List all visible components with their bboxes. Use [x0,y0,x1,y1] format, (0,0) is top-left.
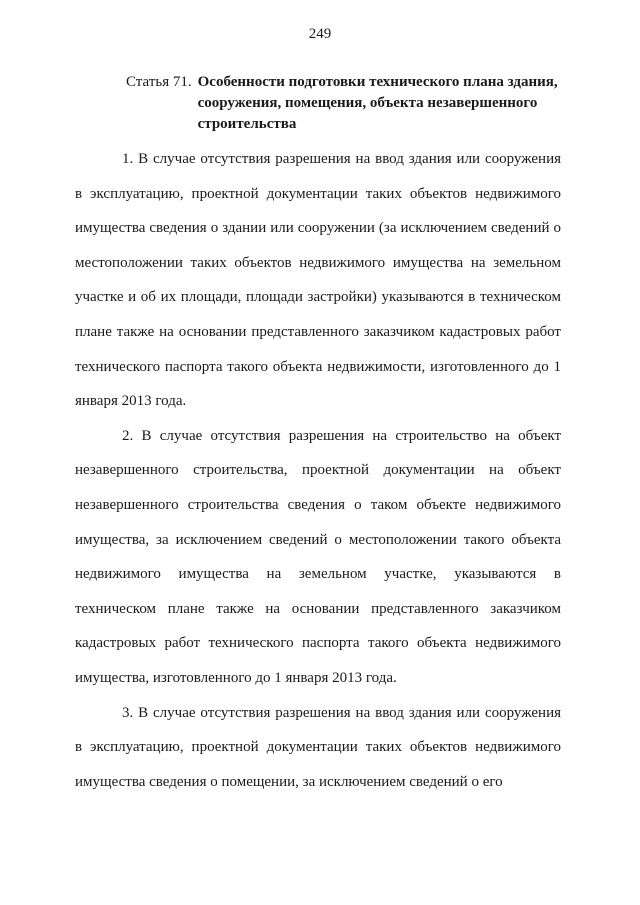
paragraph-3: 3. В случае отсутствия разрешения на ввод здания или сооружения в эксплуатацию, проектной документации таких объектов недвижимого имущества сведения о помещении, за исключением сведений о его [75,704,561,790]
article-title: Особенности подготовки технического плана здания, сооружения, помещения, объекта незавершенного строительства [197,74,558,132]
article-number: Статья 71. [126,74,192,90]
article-header [126,72,596,135]
paragraph-1: 1. В случае отсутствия разрешения на ввод здания или сооружения в эксплуатацию, проектной документации таких объектов недвижимого имущества сведения о здании или сооружении (за исключением сведений о местоположении таких объектов недвижимого имущества на земельном участке и об их площади, площади застройки) указываются в техническом плане также на основании представленного заказчиком кадастровых работ технического паспорта такого объекта недвижимости, изготовленного до 1 января 2013 года. [75,151,561,410]
article-body [75,142,561,799]
page-number: 249 [308,26,332,42]
paragraph-2: 2. В случае отсутствия разрешения на строительство на объект незавершенного строительства, проектной документации на объект незавершенного строительства сведения о таком объекте недвижимого имущества, за исключением сведений о местоположении такого объекта недвижимого имущества на земельном участке, указываются в техническом плане также на основании представленного заказчиком кадастровых работ технического паспорта такого объекта недвижимого имущества, изготовленного до 1 января 2013 года. [75,427,561,686]
